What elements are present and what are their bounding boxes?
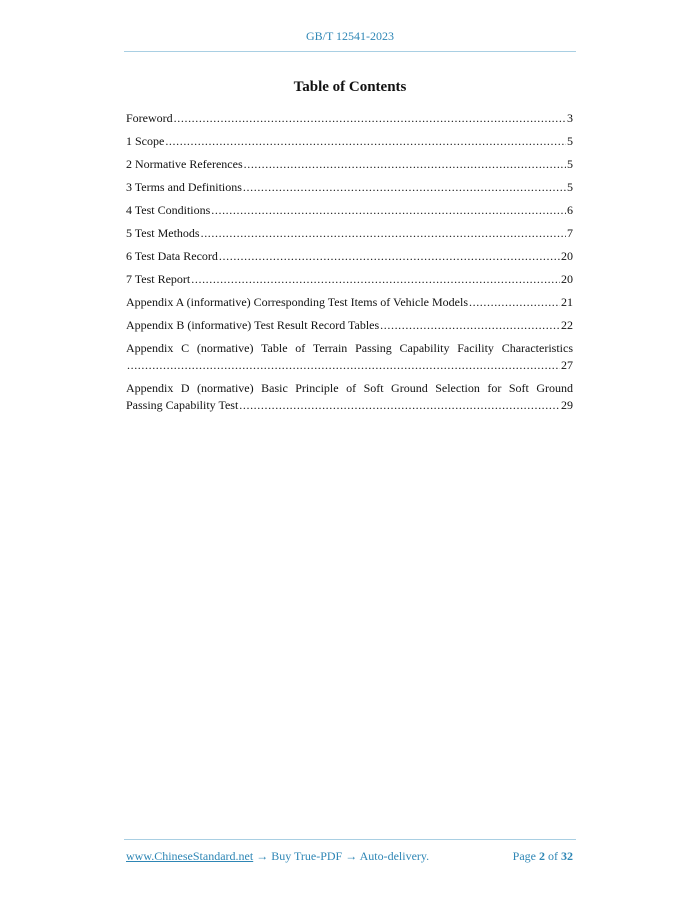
footer-divider xyxy=(124,839,576,840)
toc-entry-label: Appendix A (informative) Corresponding Test Items of Vehicle Models xyxy=(126,295,468,309)
dot-leader xyxy=(243,179,566,196)
toc-entry-continuation xyxy=(126,397,573,414)
toc-entry-terms-definitions[interactable] xyxy=(126,179,573,196)
toc-entry-page: 3 xyxy=(567,111,573,125)
toc-entry-label: 6 Test Data Record xyxy=(126,249,218,263)
toc-entry-label: 7 Test Report xyxy=(126,272,191,286)
toc-entry-page: 5 xyxy=(567,180,573,194)
toc-entry-continuation xyxy=(126,357,573,374)
dot-leader xyxy=(191,271,560,288)
dot-leader xyxy=(201,225,566,242)
auto-delivery-text: Auto-delivery. xyxy=(359,849,430,863)
buy-true-pdf-text: Buy True-PDF xyxy=(271,849,343,863)
toc-entry-label: 2 Normative References xyxy=(126,157,243,171)
dot-leader xyxy=(380,317,560,334)
toc-entry-page: 29 xyxy=(561,398,573,412)
toc-entry-label: 4 Test Conditions xyxy=(126,203,211,217)
toc-entry-label: 1 Scope xyxy=(126,134,165,148)
toc-entry-label: Foreword xyxy=(126,111,173,125)
toc-entry-page: 5 xyxy=(567,134,573,148)
toc-entry-page: 7 xyxy=(567,226,573,240)
toc-entry-page: 21 xyxy=(561,295,573,309)
toc-entry-appendix-a[interactable] xyxy=(126,294,573,311)
dot-leader xyxy=(165,133,566,150)
toc-entry-label: Appendix D (normative) Basic Principle of Soft Ground Selection for Soft Ground xyxy=(126,381,573,395)
toc-entry-label: 3 Terms and Definitions xyxy=(126,180,242,194)
toc-entry-test-methods[interactable] xyxy=(126,225,573,242)
dot-leader xyxy=(239,397,560,414)
toc-entry-label-continued: Passing Capability Test xyxy=(126,398,239,412)
toc-entry-label: Appendix B (informative) Test Result Record Tables xyxy=(126,318,380,332)
toc-entry-page: 27 xyxy=(561,358,573,372)
dot-leader xyxy=(127,357,560,374)
toc-entry-page: 20 xyxy=(561,272,573,286)
arrow-right-icon: → xyxy=(256,849,269,863)
toc-entry-page: 20 xyxy=(561,249,573,263)
dot-leader xyxy=(174,110,566,127)
toc-entry-page: 6 xyxy=(567,203,573,217)
toc-entry-test-report[interactable] xyxy=(126,271,573,288)
table-of-contents xyxy=(126,110,573,420)
site-link[interactable]: www.ChineseStandard.net xyxy=(126,849,254,863)
toc-entry-test-conditions[interactable] xyxy=(126,202,573,219)
toc-entry-normative-references[interactable] xyxy=(126,156,573,173)
header-standard-code: GB/T 12541-2023 xyxy=(305,29,395,43)
footer-promo xyxy=(126,849,429,864)
toc-entry-appendix-c[interactable] xyxy=(126,340,573,374)
header-divider xyxy=(124,51,576,52)
toc-entry-page: 22 xyxy=(561,318,573,332)
arrow-right-icon: → xyxy=(345,849,358,863)
current-page-number: 2 xyxy=(539,849,545,863)
total-page-number: 32 xyxy=(561,849,573,863)
toc-entry-test-data-record[interactable] xyxy=(126,248,573,265)
toc-entry-scope[interactable] xyxy=(126,133,573,150)
toc-entry-foreword[interactable] xyxy=(126,110,573,127)
dot-leader xyxy=(244,156,566,173)
toc-entry-label: 5 Test Methods xyxy=(126,226,200,240)
dot-leader xyxy=(211,202,566,219)
dot-leader xyxy=(469,294,560,311)
dot-leader xyxy=(219,248,560,265)
toc-entry-label: Appendix C (normative) Table of Terrain Passing Capability Facility Characteristics xyxy=(126,341,573,355)
toc-entry-appendix-d[interactable] xyxy=(126,380,573,414)
toc-title: Table of Contents xyxy=(293,79,407,95)
toc-entry-appendix-b[interactable] xyxy=(126,317,573,334)
page-word: Page xyxy=(512,849,536,863)
page-indicator xyxy=(513,849,573,864)
of-word: of xyxy=(548,849,558,863)
toc-entry-page: 5 xyxy=(567,157,573,171)
